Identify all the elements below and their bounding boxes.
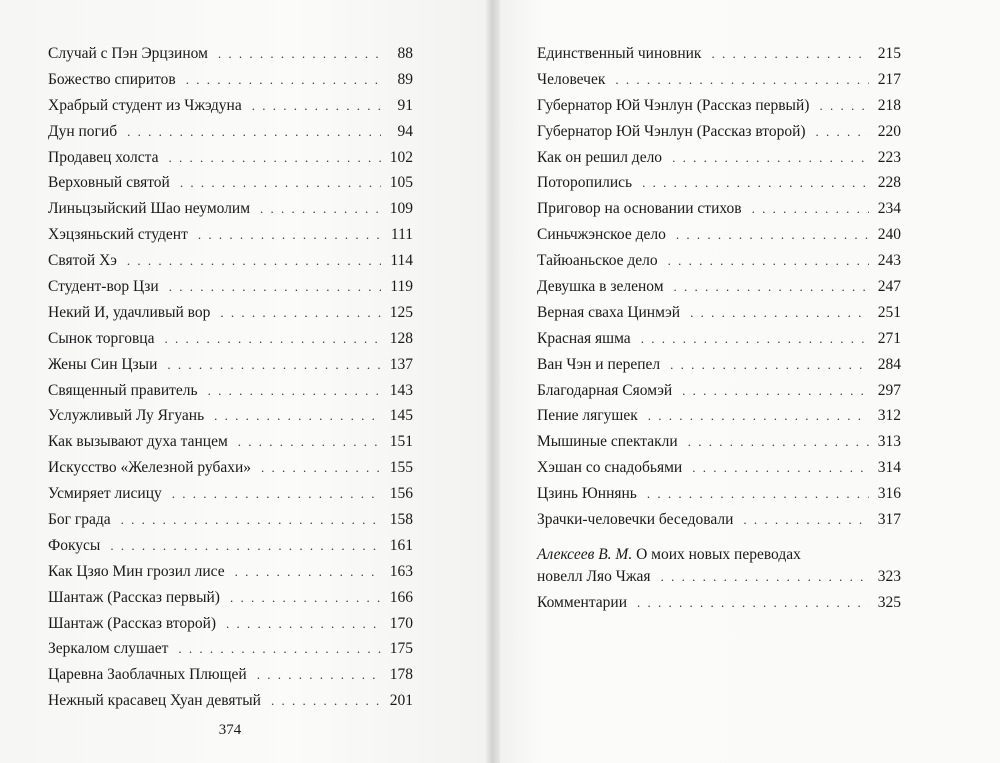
toc-entry-title: Хэцзяньский студент xyxy=(48,226,188,244)
toc-entry xyxy=(537,196,901,222)
toc-entry xyxy=(48,611,413,637)
dot-leader xyxy=(648,403,869,429)
toc-entry-title: Поторопились xyxy=(537,174,633,192)
toc-entry-title: Губернатор Юй Чэнлун (Рассказ второй) xyxy=(537,122,806,140)
toc-entry-title: Синьчжэнское дело xyxy=(537,226,666,244)
toc-entry-title: Верная сваха Цинмэй xyxy=(537,303,681,321)
toc-entry-title: Пение лягушек xyxy=(537,407,638,425)
toc-entry-title: Тайюаньское дело xyxy=(537,252,658,270)
toc-entry xyxy=(537,455,901,481)
dot-leader xyxy=(670,352,869,378)
dot-leader xyxy=(127,248,381,274)
dot-leader xyxy=(688,429,869,455)
dot-leader xyxy=(121,507,381,533)
dot-leader xyxy=(110,533,381,559)
toc-entry-title: Искусство «Железной рубахи» xyxy=(48,459,252,477)
toc-entry-page: 170 xyxy=(389,614,413,632)
toc-entry-page: 317 xyxy=(877,511,901,529)
toc-left-column xyxy=(48,41,413,714)
toc-entry-title: Некий И, удачливый вор xyxy=(48,303,211,321)
essay-line-2 xyxy=(537,565,901,589)
toc-entry xyxy=(537,170,901,196)
toc-entry-page: 228 xyxy=(877,174,901,192)
toc-entry xyxy=(537,222,901,248)
toc-entry xyxy=(48,93,413,119)
dot-leader xyxy=(692,455,869,481)
dot-leader xyxy=(186,67,381,93)
toc-entry-title: Священный правитель xyxy=(48,381,198,399)
toc-entry-title: Как он решил дело xyxy=(537,148,663,166)
toc-entry xyxy=(48,145,413,171)
dot-leader xyxy=(218,41,381,67)
toc-entry-page: 178 xyxy=(389,666,413,684)
toc-entry xyxy=(537,300,901,326)
toc-entry-page: 201 xyxy=(389,692,413,710)
toc-entry-page: 247 xyxy=(877,278,901,296)
dot-leader xyxy=(661,565,869,589)
toc-entry-title: Божество спиритов xyxy=(48,70,176,88)
toc-entry xyxy=(537,326,901,352)
dot-leader xyxy=(743,507,869,533)
dot-leader xyxy=(252,93,381,119)
toc-entry-essay xyxy=(537,545,901,589)
dot-leader xyxy=(641,326,869,352)
toc-entry-page: 218 xyxy=(877,96,901,114)
toc-entry xyxy=(537,481,901,507)
toc-entry-page: 125 xyxy=(389,303,413,321)
essay-title-line-1: О моих новых переводах xyxy=(632,545,801,563)
toc-entry-title: Царевна Заоблачных Плющей xyxy=(48,666,247,684)
toc-entry-page: 161 xyxy=(389,536,413,554)
toc-entry xyxy=(537,352,901,378)
toc-entry xyxy=(48,688,413,714)
essay-line-1 xyxy=(537,545,901,565)
toc-entry-page: 215 xyxy=(877,45,901,62)
toc-entry-page: 105 xyxy=(389,174,413,192)
toc-entry xyxy=(48,196,413,222)
toc-entry xyxy=(537,429,901,455)
toc-entry-title: Единственный чиновник xyxy=(537,45,702,62)
dot-leader xyxy=(271,688,381,714)
toc-entry-page: 114 xyxy=(390,252,413,270)
toc-entry-title: Девушка в зеленом xyxy=(537,278,664,296)
toc-entry xyxy=(537,274,901,300)
toc-entry-title: Сынок торговца xyxy=(48,329,155,347)
toc-entry xyxy=(537,93,901,119)
comments-title: Комментарии xyxy=(537,593,627,611)
right-page xyxy=(491,0,1000,763)
toc-entry-title: Человечек xyxy=(537,70,606,88)
toc-entry-page: 109 xyxy=(389,200,413,218)
toc-entry-page: 234 xyxy=(877,200,901,218)
toc-entry-page: 240 xyxy=(877,226,901,244)
dot-leader xyxy=(615,67,869,93)
toc-entry-title: Красная яшма xyxy=(537,329,631,347)
toc-entry-page: 155 xyxy=(389,459,413,477)
dot-leader xyxy=(690,300,869,326)
dot-leader xyxy=(819,93,869,119)
toc-entry-title: Зрачки-человечки беседовали xyxy=(537,511,734,529)
toc-entry-page: 128 xyxy=(389,329,413,347)
toc-entry-page: 284 xyxy=(877,355,901,373)
toc-entry-title: Губернатор Юй Чэнлун (Рассказ первый) xyxy=(537,96,810,114)
toc-entry-title: Ван Чэн и перепел xyxy=(537,355,661,373)
toc-entry-page: 313 xyxy=(877,433,901,451)
toc-entry-page: 312 xyxy=(877,407,901,425)
toc-entry-title: Нежный красавец Хуан девятый xyxy=(48,692,261,710)
dot-leader xyxy=(165,326,382,352)
toc-entry-page: 102 xyxy=(389,148,413,166)
toc-entry-page: 217 xyxy=(877,70,901,88)
toc-entry xyxy=(48,636,413,662)
toc-entry-page: 143 xyxy=(389,381,413,399)
dot-leader xyxy=(214,403,381,429)
dot-leader xyxy=(230,585,381,611)
toc-entry-title: Как вызывают духа танцем xyxy=(48,433,228,451)
toc-entry xyxy=(48,429,413,455)
toc-entry-page: 316 xyxy=(877,485,901,503)
toc-entry-title: Шантаж (Рассказ первый) xyxy=(48,588,220,606)
dot-leader xyxy=(668,248,869,274)
dot-leader xyxy=(172,481,381,507)
toc-entry xyxy=(537,403,901,429)
dot-leader xyxy=(168,145,381,171)
dot-leader xyxy=(682,378,869,404)
dot-leader xyxy=(235,559,381,585)
page-number: 374 xyxy=(218,722,242,738)
toc-entry-page: 145 xyxy=(389,407,413,425)
toc-entry-page: 89 xyxy=(397,70,413,88)
essay-title-line-2: новелл Ляо Чжая xyxy=(537,567,651,585)
dot-leader xyxy=(642,170,869,196)
toc-entry-page: 119 xyxy=(390,278,413,296)
toc-entry xyxy=(48,119,413,145)
toc-entry xyxy=(48,222,413,248)
essay-author: Алексеев В. М. xyxy=(537,545,633,563)
toc-entry xyxy=(48,248,413,274)
toc-entry-page: 158 xyxy=(389,511,413,529)
dot-leader xyxy=(226,611,381,637)
toc-entry-page: 220 xyxy=(877,122,901,140)
toc-entry-title: Шантаж (Рассказ второй) xyxy=(48,614,217,632)
toc-entry-title: Цзинь Юннянь xyxy=(537,485,637,503)
toc-entry-page: 271 xyxy=(877,329,901,347)
toc-entry-title: Случай с Пэн Эрцзином xyxy=(48,45,208,62)
dot-leader xyxy=(208,378,381,404)
toc-entry-title: Приговор на основании стихов xyxy=(537,200,742,218)
dot-leader xyxy=(674,274,869,300)
toc-entry-title: Линьцзыйский Шао неумолим xyxy=(48,200,251,218)
toc-entry xyxy=(537,145,901,171)
dot-leader xyxy=(816,119,869,145)
toc-entry xyxy=(48,662,413,688)
toc-entry-page: 94 xyxy=(397,122,413,140)
toc-entry-title: Благодарная Сяомэй xyxy=(537,381,673,399)
toc-entry-page: 251 xyxy=(877,303,901,321)
dot-leader xyxy=(260,196,381,222)
toc-entry-title: Святой Хэ xyxy=(48,252,117,270)
toc-entry-page: 151 xyxy=(389,433,413,451)
toc-entry-title: Бог града xyxy=(48,511,111,529)
toc-entry xyxy=(48,274,413,300)
comments-page: 325 xyxy=(877,593,901,611)
toc-entry-page: 243 xyxy=(877,252,901,270)
book-gutter xyxy=(486,0,500,763)
dot-leader xyxy=(676,222,869,248)
toc-entry-page: 111 xyxy=(390,226,413,244)
dot-leader xyxy=(647,481,869,507)
toc-entry-page: 314 xyxy=(877,459,901,477)
toc-entry xyxy=(48,455,413,481)
toc-entry xyxy=(537,119,901,145)
left-page xyxy=(0,0,491,763)
toc-entry-page: 137 xyxy=(389,355,413,373)
toc-entry xyxy=(48,481,413,507)
toc-entry-title: Усмиряет лисицу xyxy=(48,485,162,503)
toc-entry-title: Дун погиб xyxy=(48,122,118,140)
toc-entry-page: 163 xyxy=(389,562,413,580)
toc-entry-title: Жены Син Цзыи xyxy=(48,355,158,373)
toc-entry xyxy=(48,67,413,93)
toc-entry xyxy=(537,67,901,93)
toc-entry xyxy=(48,378,413,404)
dot-leader xyxy=(169,274,381,300)
dot-leader xyxy=(198,222,381,248)
toc-entry-page: 91 xyxy=(397,96,413,114)
dot-leader xyxy=(257,662,381,688)
toc-entry-title: Как Цзяо Мин грозил лисе xyxy=(48,562,225,580)
dot-leader xyxy=(711,41,869,67)
toc-entry-page: 297 xyxy=(877,381,901,399)
toc-entry-page: 156 xyxy=(389,485,413,503)
dot-leader xyxy=(672,145,869,171)
toc-entry xyxy=(48,533,413,559)
toc-entry xyxy=(48,507,413,533)
toc-entry-page: 175 xyxy=(389,640,413,658)
toc-entry-title: Храбрый студент из Чжэдуна xyxy=(48,96,242,114)
dot-leader xyxy=(180,170,381,196)
toc-entry xyxy=(48,352,413,378)
toc-entry xyxy=(48,403,413,429)
toc-entry xyxy=(537,507,901,533)
dot-leader xyxy=(167,352,381,378)
toc-entry-title: Студент-вор Цзи xyxy=(48,278,159,296)
dot-leader xyxy=(637,590,869,616)
toc-entry xyxy=(537,248,901,274)
toc-entry xyxy=(48,170,413,196)
toc-entry-title: Хэшан со снадобьями xyxy=(537,459,683,477)
dot-leader xyxy=(220,300,381,326)
toc-right-column xyxy=(537,41,901,616)
toc-entry xyxy=(48,326,413,352)
toc-entry-page: 223 xyxy=(877,148,901,166)
toc-entry xyxy=(48,300,413,326)
toc-entry-title: Верховный святой xyxy=(48,174,170,192)
toc-entry-title: Продавец холста xyxy=(48,148,159,166)
toc-entry-title: Услужливый Лу Ягуань xyxy=(48,407,205,425)
dot-leader xyxy=(261,455,381,481)
toc-entry-comments xyxy=(537,590,901,616)
toc-entry xyxy=(48,559,413,585)
toc-entry xyxy=(48,585,413,611)
toc-entry xyxy=(537,378,901,404)
toc-entry-title: Фокусы xyxy=(48,536,101,554)
toc-entry-title: Зеркалом слушает xyxy=(48,640,169,658)
toc-entry-title: Мышиные спектакли xyxy=(537,433,678,451)
dot-leader xyxy=(752,196,869,222)
toc-entry xyxy=(537,41,901,67)
toc-entry-page: 88 xyxy=(397,45,413,62)
dot-leader xyxy=(127,119,381,145)
dot-leader xyxy=(178,636,381,662)
toc-entry-page: 166 xyxy=(389,588,413,606)
dot-leader xyxy=(238,429,381,455)
toc-entry xyxy=(48,41,413,67)
essay-page: 323 xyxy=(877,567,901,585)
